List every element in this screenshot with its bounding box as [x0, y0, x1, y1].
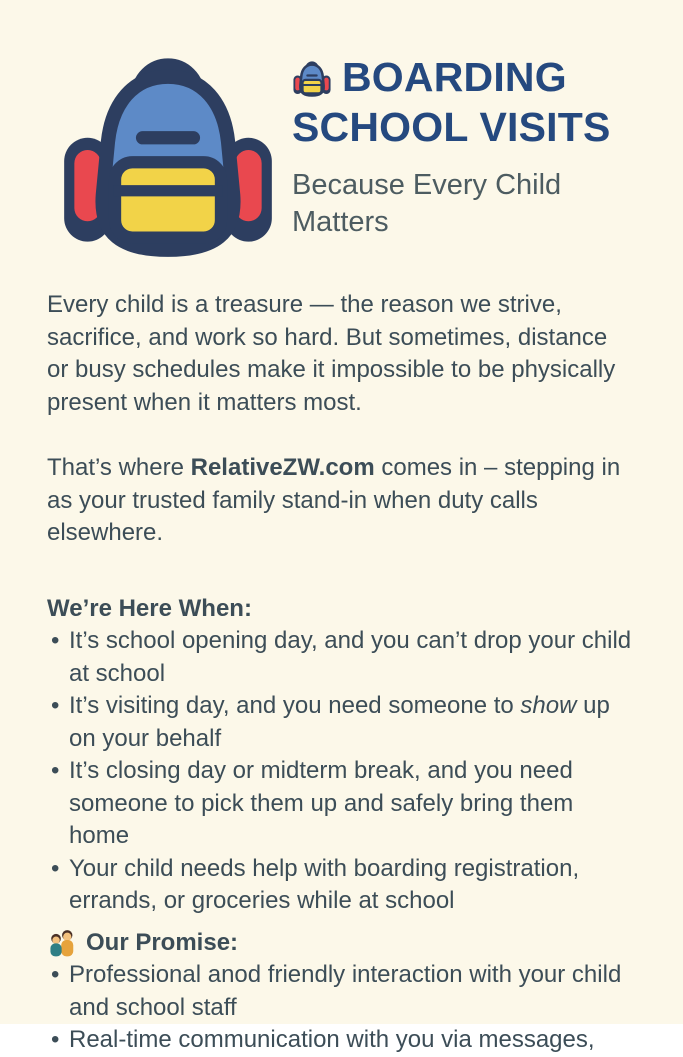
list-item-text: up on your behalf [69, 692, 610, 752]
brand-paragraph-prefix: That’s where [47, 454, 191, 481]
title-block [292, 36, 644, 241]
list-item-italic: show [520, 692, 577, 719]
list-item: • Professional anod friendly interaction with your child and school staff [47, 959, 635, 1024]
list-item: • It’s school opening day, and you can’t drop your child at school [47, 625, 635, 690]
page-title [292, 52, 644, 152]
backpack-emoji-icon [292, 57, 332, 98]
list-item: • Your child needs help with boarding registration, errands, or groceries while at school [47, 853, 635, 918]
title-text-2: SCHOOL VISITS [292, 104, 611, 150]
family-icon [47, 928, 78, 958]
our-promise-heading [47, 927, 635, 960]
brand-paragraph [47, 452, 635, 550]
list-item [47, 690, 635, 755]
intro-paragraph: Every child is a treasure — the reason we strive, sacrifice, and work so hard. But sometimes, distance or busy schedules make it impossible to be physically present when it matters most. [47, 291, 616, 416]
title-text-1: BOARDING [342, 54, 567, 100]
title-line-2 [292, 102, 644, 152]
promise-list [47, 959, 635, 1057]
flyer-body [0, 289, 683, 1057]
list-item: • It’s closing day or midterm break, and you need someone to pick them up and safely bring them home [47, 755, 635, 853]
list-item-text: It’s visiting day, and you need someone to [69, 692, 521, 719]
subtitle: Because Every Child Matters [292, 169, 562, 238]
brand-name: RelativeZW.com [190, 454, 375, 481]
here-when-heading: We’re Here When: [47, 594, 252, 622]
backpack-icon [56, 36, 280, 262]
our-promise-heading-text: Our Promise: [86, 928, 239, 956]
header [0, 0, 683, 262]
brand-paragraph-suffix: comes in – stepping in as your trusted family stand-in when duty calls elsewhere. [47, 454, 621, 546]
backpack-illustration [56, 36, 282, 262]
title-line-1 [292, 52, 644, 102]
list-item: • Real-time communication with you via messages, [47, 1024, 635, 1057]
here-when-list [47, 625, 635, 918]
